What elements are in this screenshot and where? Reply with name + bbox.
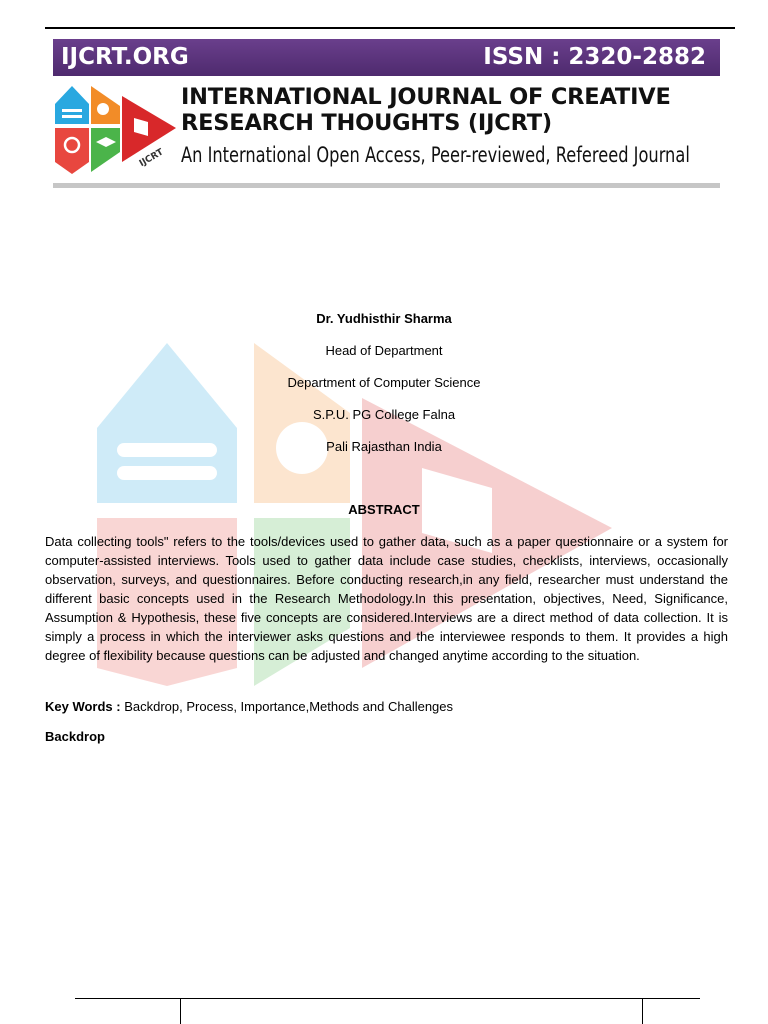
keywords-value: Backdrop, Process, Importance,Methods and Challenges — [120, 699, 454, 714]
section-heading: Backdrop — [45, 729, 105, 744]
author-name: Dr. Yudhisthir Sharma — [316, 311, 452, 326]
author-department: Department of Computer Science — [287, 375, 481, 390]
footer-rule — [75, 998, 700, 999]
top-rule — [45, 27, 735, 29]
footer-divider-left — [180, 998, 181, 1024]
journal-title-line2: RESEARCH THOUGHTS (IJCRT) — [181, 110, 552, 136]
header-divider — [53, 183, 720, 188]
journal-subtitle: An International Open Access, Peer-reviewed, Refereed Journal — [181, 143, 690, 167]
keywords — [45, 697, 728, 716]
journal-banner — [53, 39, 720, 76]
footer-divider-right — [642, 998, 643, 1024]
keywords-label: Key Words : — [45, 699, 121, 714]
abstract-text: Data collecting tools" refers to the tools/devices used to gather data, such as a paper questionnaire or a system for computer-assisted interviews. Tools used to gather data include case studies, checklists, interviews, occasionally observation, surveys, and questionnaires. Before conducting research,in any field, researcher must understand the different basic concepts used in the Research Methodology.In this presentation, objectives, Need, Significance, Assumption & Hypothesis, these five concepts are considered.Interviews are a direct method of data collection. It is simply a process in which the interviewer asks questions and the interviewee responds to them. It provides a high degree of flexibility because questions can be adjusted and changed anytime according to the situation. — [45, 534, 728, 663]
journal-title-line1: INTERNATIONAL JOURNAL OF CREATIVE — [181, 84, 671, 110]
journal-title — [181, 84, 721, 136]
author-position: Head of Department — [325, 343, 443, 358]
author-college: S.P.U. PG College Falna — [312, 407, 456, 422]
logo-text: IJCRT — [137, 147, 166, 170]
abstract-heading: ABSTRACT — [348, 502, 420, 517]
author-location: Pali Rajasthan India — [326, 439, 442, 454]
issn: ISSN : 2320-2882 — [483, 44, 706, 70]
ijcrt-logo-icon — [52, 82, 178, 176]
site-name: IJCRT.ORG — [61, 44, 189, 70]
